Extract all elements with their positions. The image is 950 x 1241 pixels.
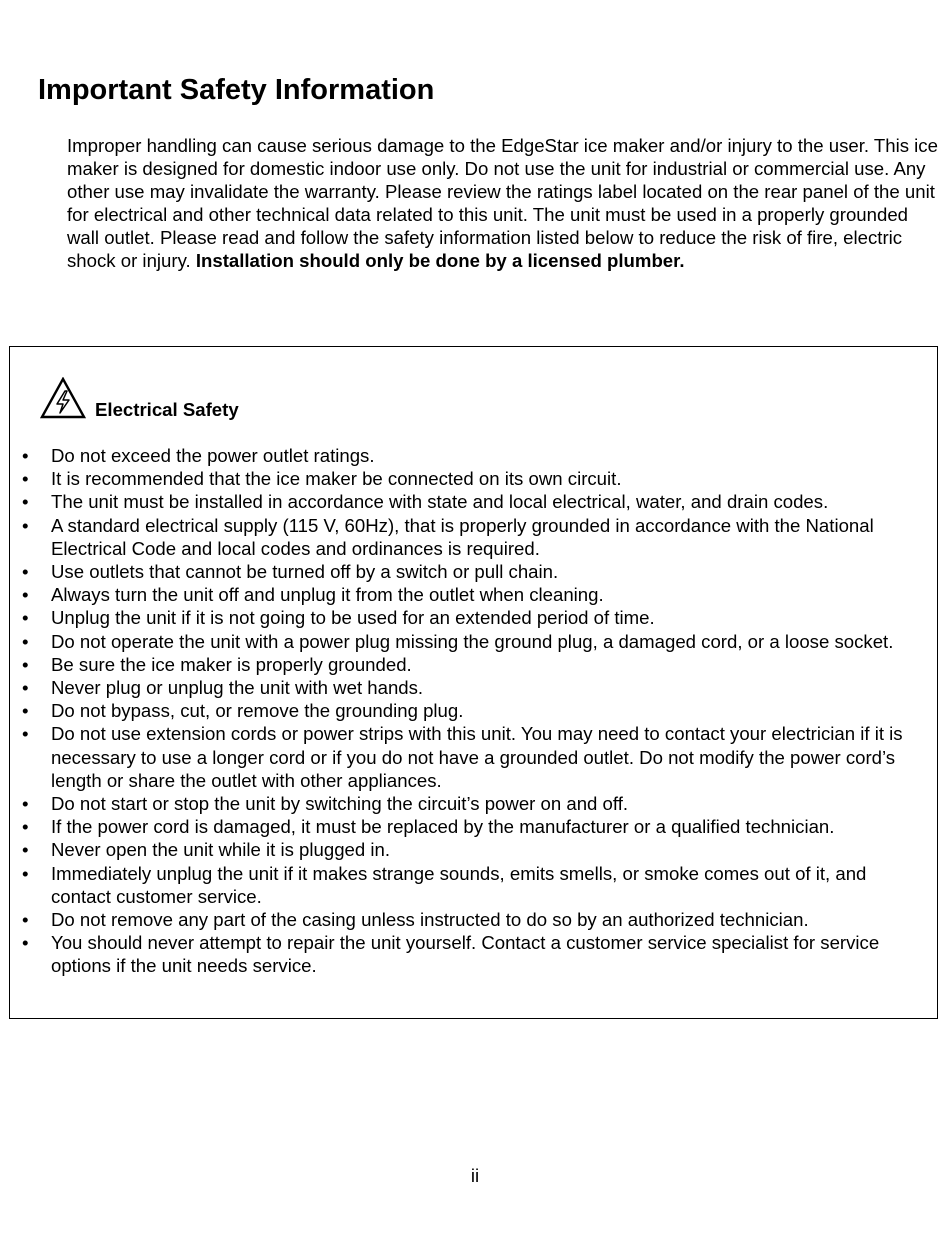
list-item-text: A standard electrical supply (115 V, 60Hz), that is properly grounded in accordance with the National Electrical Code and local codes and ordinances is required. xyxy=(51,514,874,559)
list-item xyxy=(20,676,930,699)
bullet-icon: • xyxy=(22,909,29,931)
list-item-text: Do not operate the unit with a power plug missing the ground plug, a damaged cord, or a loose socket. xyxy=(51,630,894,652)
bullet-icon: • xyxy=(22,445,29,466)
list-item xyxy=(20,862,930,908)
list-item-text: Immediately unplug the unit if it makes strange sounds, emits smells, or smoke comes out of it, and contact customer service. xyxy=(51,862,867,907)
list-item-text: Never open the unit while it is plugged in. xyxy=(51,839,391,861)
bullet-icon: • xyxy=(22,932,29,954)
electrical-safety-box xyxy=(9,346,938,1019)
list-item-text: You should never attempt to repair the unit yourself. Contact a customer service specialist for service options if the unit needs service. xyxy=(51,932,880,977)
bullet-icon: • xyxy=(22,630,29,652)
list-item xyxy=(20,838,930,861)
list-item xyxy=(20,630,930,653)
list-item-text: Always turn the unit off and unplug it from the outlet when cleaning. xyxy=(51,584,604,606)
bullet-icon: • xyxy=(22,862,29,884)
bullet-icon: • xyxy=(22,700,29,722)
list-item-text: If the power cord is damaged, it must be replaced by the manufacturer or a qualified technician. xyxy=(51,816,835,838)
intro-paragraph xyxy=(67,135,939,272)
list-item xyxy=(20,653,930,676)
list-item-text: It is recommended that the ice maker be connected on its own circuit. xyxy=(51,468,622,490)
list-item-text: Never plug or unplug the unit with wet hands. xyxy=(51,677,424,699)
intro-bold-text: Installation should only be done by a licensed plumber. xyxy=(195,249,685,271)
list-item xyxy=(20,931,930,977)
bullet-icon: • xyxy=(22,468,29,490)
list-item xyxy=(20,444,930,467)
list-item-text: Be sure the ice maker is properly grounded. xyxy=(51,653,412,675)
list-item-text: Unplug the unit if it is not going to be used for an extended period of time. xyxy=(51,607,655,629)
list-item-text: Do not remove any part of the casing unless instructed to do so by an authorized technician. xyxy=(51,909,809,931)
bullet-icon: • xyxy=(22,816,29,838)
list-item xyxy=(20,467,930,490)
list-item-text: Do not start or stop the unit by switching the circuit’s power on and off. xyxy=(51,793,629,815)
electrical-safety-list xyxy=(20,444,930,978)
list-item-text: Do not bypass, cut, or remove the grounding plug. xyxy=(51,700,464,722)
list-item xyxy=(20,583,930,606)
list-item-text: The unit must be installed in accordance with state and local electrical, water, and drain codes. xyxy=(51,491,829,513)
list-item-text: Do not use extension cords or power strips with this unit. You may need to contact your electrician if it is necessary to use a longer cord or if you do not have a grounded outlet. Do not modify the power cord’s length or share the outlet with other appliances. xyxy=(51,723,903,791)
bullet-icon: • xyxy=(22,584,29,606)
page-number: ii xyxy=(470,1165,480,1186)
bullet-icon: • xyxy=(22,839,29,861)
bullet-icon: • xyxy=(22,514,29,536)
page-title: Important Safety Information xyxy=(38,74,435,106)
list-item xyxy=(20,606,930,629)
intro-text: Improper handling can cause serious damage to the EdgeStar ice maker and/or injury to the user. This ice maker is designed for domestic indoor use only. Do not use the unit for industrial or commercial use. Any other use may invalidate the warranty. Please review the ratings label located on the rear panel of the unit for electrical and other technical data related to this unit. The unit must be used in a properly grounded wall outlet. Please read and follow the safety information listed below to reduce the risk of fire, electric shock or injury. xyxy=(67,135,938,271)
list-item xyxy=(20,514,930,560)
list-item xyxy=(20,490,930,513)
electrical-safety-title: Electrical Safety xyxy=(95,399,239,420)
bullet-icon: • xyxy=(22,723,29,745)
list-item xyxy=(20,699,930,722)
list-item-text: Do not exceed the power outlet ratings. xyxy=(51,445,375,466)
list-item xyxy=(20,722,930,792)
bullet-icon: • xyxy=(22,677,29,699)
list-item xyxy=(20,792,930,815)
bullet-icon: • xyxy=(22,491,29,513)
bullet-icon: • xyxy=(22,561,29,583)
bullet-icon: • xyxy=(22,653,29,675)
list-item xyxy=(20,560,930,583)
list-item xyxy=(20,815,930,838)
electrical-hazard-icon xyxy=(40,377,86,419)
list-item xyxy=(20,908,930,931)
bullet-icon: • xyxy=(22,607,29,629)
list-item-text: Use outlets that cannot be turned off by a switch or pull chain. xyxy=(51,561,559,583)
bullet-icon: • xyxy=(22,793,29,815)
